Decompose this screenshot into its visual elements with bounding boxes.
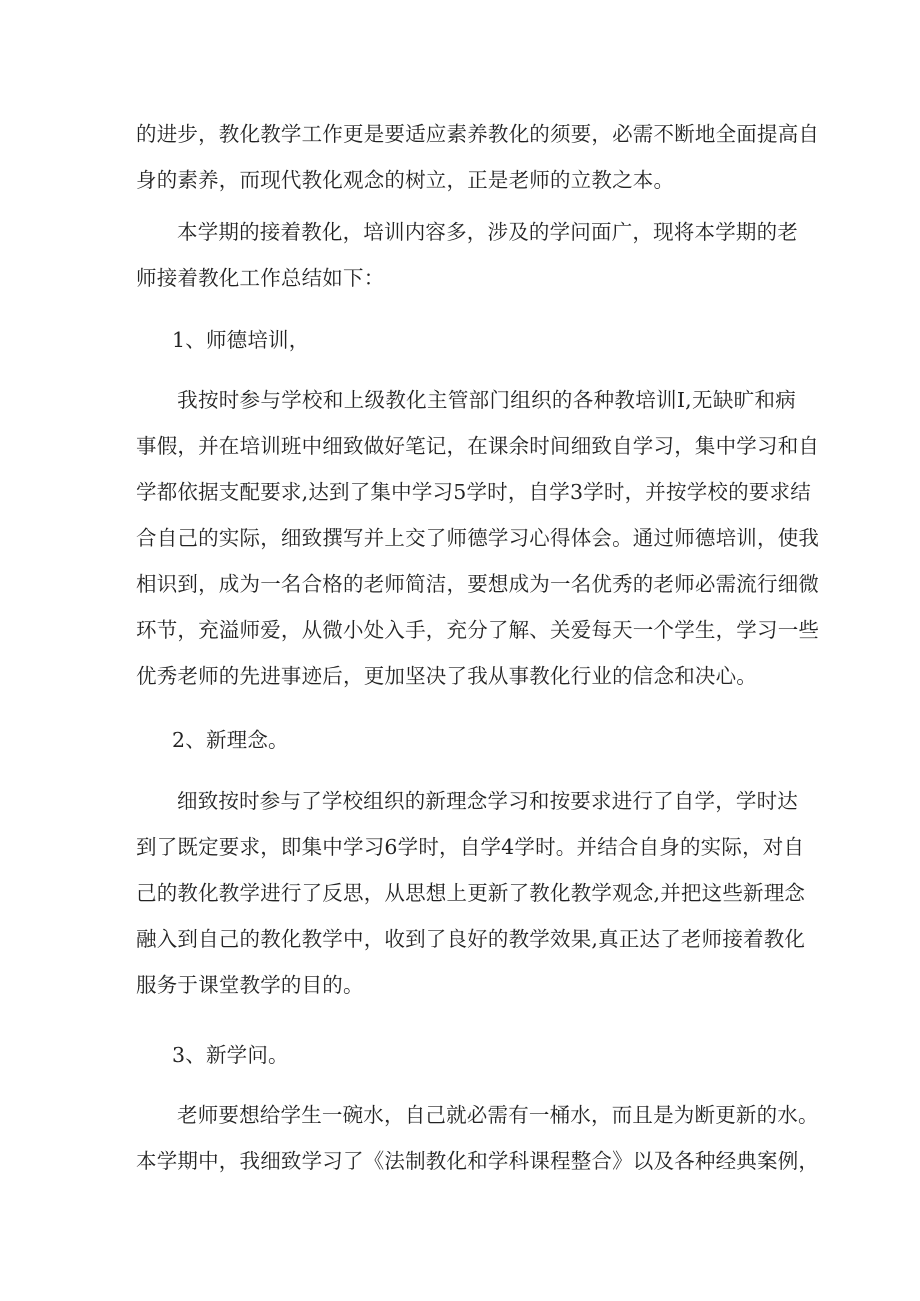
paragraph-5-line-1 bbox=[136, 1092, 819, 1138]
section-heading-3 bbox=[172, 1032, 472, 1078]
paragraph-3 bbox=[136, 377, 820, 699]
paragraph-1-line-1: 的进步，教化教学工作更是要适应素养教化的须要，必需不断地全面提高自 bbox=[136, 122, 820, 146]
paragraph-4-line-1-text: 细致按时参与了学校组织的新理念学习和按要求进行了自学，学时达 bbox=[177, 789, 798, 813]
paragraph-2-line-1 bbox=[136, 209, 796, 255]
section-heading-3-text: 3、新学问。 bbox=[172, 1043, 289, 1067]
paragraph-1-line-2: 身的素养，而现代教化观念的树立，正是老师的立教之本。 bbox=[136, 168, 675, 192]
paragraph-3-line-1-text: 我按时参与学校和上级教化主管部门组织的各种教培训I,无缺旷和病 bbox=[177, 388, 796, 412]
paragraph-3-line-4: 合自己的实际，细致撰写并上交了师德学习心得体会。通过师德培训，使我 bbox=[136, 526, 820, 550]
paragraph-3-line-1 bbox=[136, 377, 796, 423]
paragraph-5-line-2: 本学期中，我细致学习了《法制教化和学科课程整合》以及各种经典案例， bbox=[136, 1149, 820, 1173]
paragraph-5 bbox=[136, 1092, 820, 1184]
paragraph-4-line-2: 到了既定要求，即集中学习6学时，自学4学时。并结合自身的实际，对自 bbox=[136, 835, 805, 859]
paragraph-4-line-4: 融入到自己的教化教学中，收到了良好的教学效果,真正达了老师接着教化 bbox=[136, 927, 806, 951]
paragraph-2 bbox=[136, 209, 796, 301]
paragraph-2-line-1-text: 本学期的接着教化，培训内容多，涉及的学问面广，现将本学期的老 bbox=[177, 220, 798, 244]
paragraph-3-line-7: 优秀老师的先进事迹后，更加坚决了我从事教化行业的信念和决心。 bbox=[136, 664, 757, 688]
section-heading-1 bbox=[172, 317, 472, 363]
paragraph-3-line-2: 事假，并在培训班中细致做好笔记，在课余时间细致自学习，集中学习和自 bbox=[136, 434, 820, 458]
section-heading-2 bbox=[172, 717, 472, 763]
paragraph-3-line-6: 环节，充溢师爱，从微小处入手，充分了解、关爱每天一个学生，学习一些 bbox=[136, 618, 820, 642]
paragraph-4-line-5: 服务于课堂教学的目的。 bbox=[136, 973, 364, 997]
section-heading-2-text: 2、新理念。 bbox=[172, 728, 289, 752]
paragraph-4-line-1 bbox=[136, 778, 796, 824]
paragraph-3-line-5: 相识到，成为一名合格的老师简洁，要想成为一名优秀的老师必需流行细微 bbox=[136, 572, 820, 596]
section-heading-1-text: 1、师德培训， bbox=[172, 328, 310, 352]
paragraph-3-line-3: 学都依据支配要求,达到了集中学习5学时，自学3学时，并按学校的要求结 bbox=[136, 480, 811, 504]
paragraph-5-line-1-text: 老师要想给学生一碗水，自己就必需有一桶水，而且是为断更新的水。 bbox=[177, 1103, 819, 1127]
paragraph-4-line-3: 己的教化教学进行了反思，从思想上更新了教化教学观念,并把这些新理念 bbox=[136, 881, 806, 905]
paragraph-4 bbox=[136, 778, 806, 1008]
paragraph-1 bbox=[136, 111, 820, 203]
paragraph-2-line-2: 师接着教化工作总结如下： bbox=[136, 266, 385, 290]
